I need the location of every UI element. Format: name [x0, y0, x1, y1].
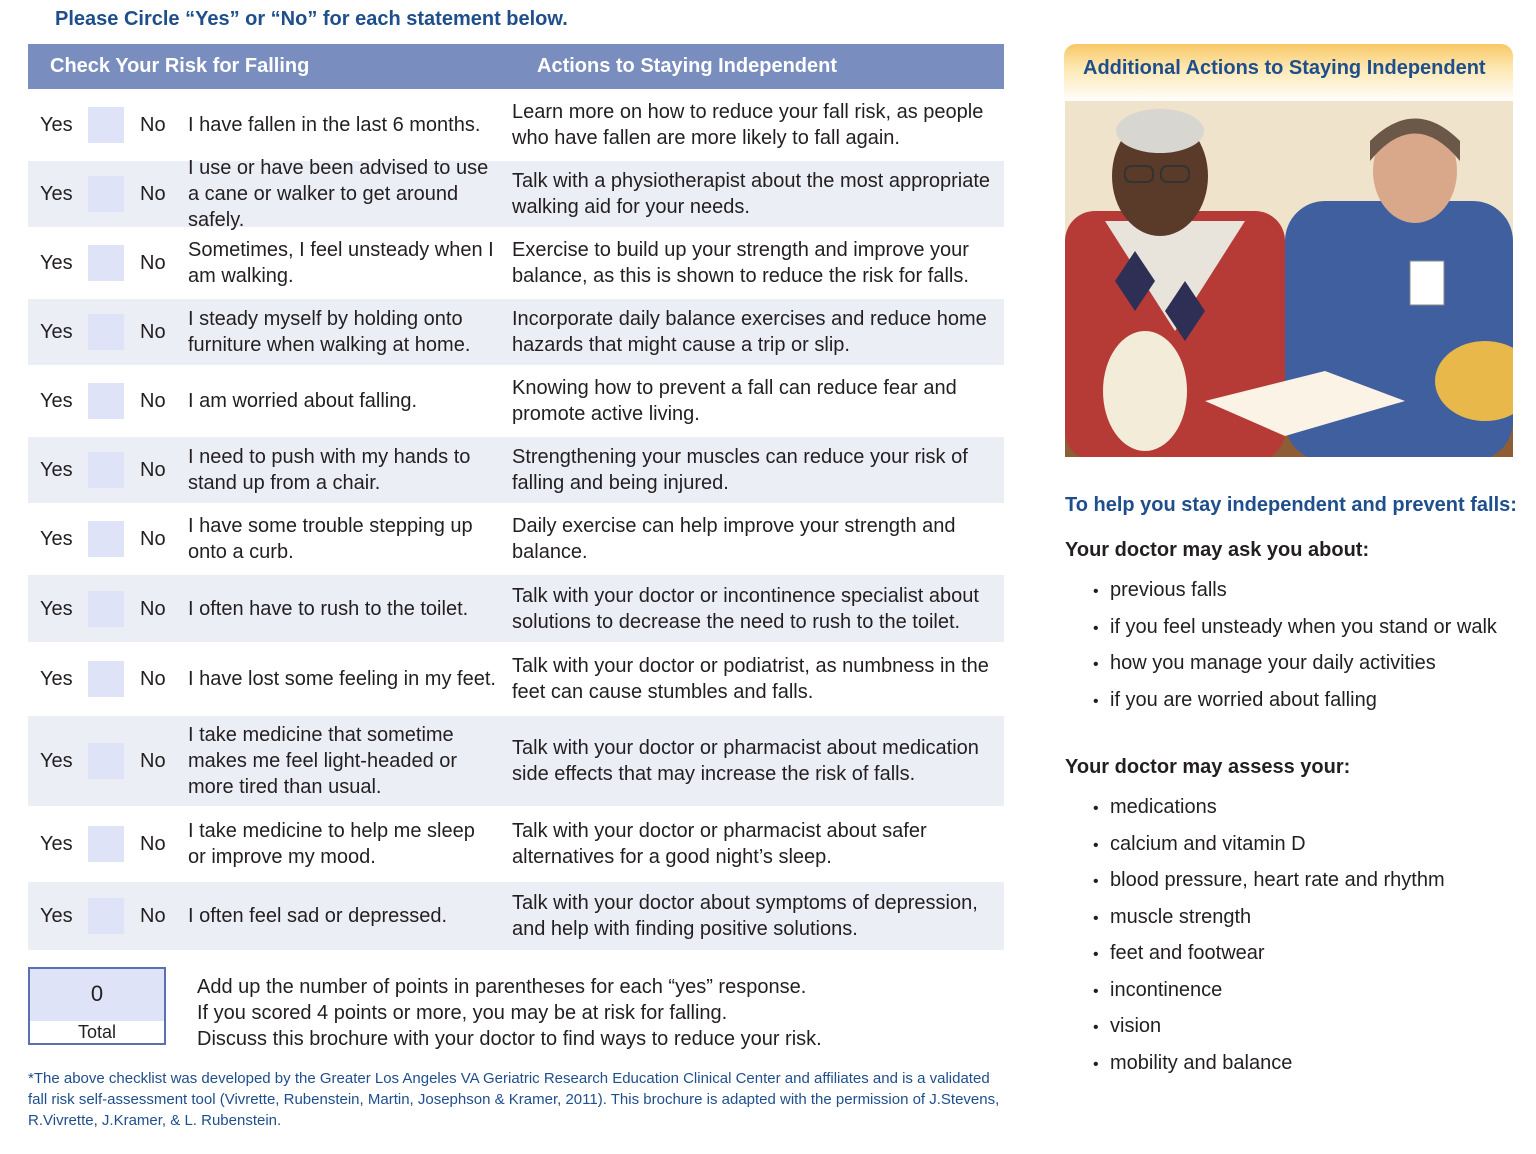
action-text: Talk with your doctor or podiatrist, as numbness in the feet can cause stumbles and falls.: [512, 655, 989, 703]
list-item: • mobility and balance: [1093, 1049, 1445, 1086]
answer-box[interactable]: [88, 826, 124, 862]
table-row: [28, 713, 1004, 806]
list-item: • previous falls: [1093, 576, 1497, 613]
score-instructions: [197, 974, 822, 1052]
action-text: Talk with a physiotherapist about the most appropriate walking aid for your needs.: [512, 170, 991, 218]
yes-option[interactable]: Yes: [40, 459, 73, 481]
assess-list: [1093, 793, 1445, 1085]
no-option[interactable]: No: [140, 750, 166, 772]
total-label: Total: [30, 1021, 164, 1043]
list-item: • vision: [1093, 1012, 1445, 1049]
list-item: • if you feel unsteady when you stand or walk: [1093, 613, 1497, 650]
risk-statement: I have fallen in the last 6 months.: [188, 114, 481, 136]
sidebar-heading: Additional Actions to Staying Independent: [1064, 44, 1513, 102]
action-text: Talk with your doctor or incontinence specialist about solutions to decrease the need to rush to the toilet.: [512, 584, 979, 633]
no-option[interactable]: No: [140, 528, 166, 550]
table-row: [28, 227, 1004, 296]
action-text: Knowing how to prevent a fall can reduce fear and promote active living.: [512, 377, 957, 425]
risk-statement: I have lost some feeling in my feet.: [188, 668, 496, 690]
table-row: [28, 503, 1004, 572]
photo-illustration: [1065, 101, 1513, 457]
yes-option[interactable]: Yes: [40, 528, 73, 550]
risk-statement: I often feel sad or depressed.: [188, 905, 448, 927]
risk-statement: I need to push with my hands to stand up from a chair.: [188, 446, 471, 494]
answer-box[interactable]: [88, 521, 124, 557]
ask-list: [1093, 576, 1497, 722]
no-option[interactable]: No: [140, 459, 166, 481]
risk-statement: I use or have been advised to use a cane or walker to get around safely.: [188, 157, 489, 231]
table-row: [28, 642, 1004, 713]
list-item: • blood pressure, heart rate and rhythm: [1093, 866, 1445, 903]
risk-statement: I am worried about falling.: [188, 390, 418, 412]
footnote: *The above checklist was developed by the Greater Los Angeles VA Geriatric Research Education Clinical Center and affiliates and is a validated fall risk self-assessment tool (Vivrette, Rubenstein, Martin, Josephson & Kramer, 2011). This brochure is adapted with the permission of J.Stevens, R.Vivrette, J.Kramer, & L. Rubenstein.: [28, 1070, 1000, 1129]
risk-statement: I take medicine to help me sleep or improve my mood.: [188, 820, 475, 868]
list-item: • if you are worried about falling: [1093, 686, 1497, 723]
total-score-value: 0: [90, 981, 104, 1006]
answer-box[interactable]: [88, 107, 124, 143]
answer-box[interactable]: [88, 176, 124, 212]
action-text: Talk with your doctor about symptoms of depression, and help with finding positive solutions.: [512, 892, 978, 940]
score-line: If you scored 4 points or more, you may be at risk for falling.: [197, 1002, 728, 1024]
yes-option[interactable]: Yes: [40, 114, 73, 136]
list-item: • medications: [1093, 793, 1445, 830]
risk-statement: I often have to rush to the toilet.: [188, 597, 469, 620]
risk-statement: I take medicine that sometime makes me feel light-headed or more tired than usual.: [188, 724, 458, 798]
table-row: [28, 879, 1004, 950]
assess-heading: Your doctor may assess your:: [1065, 756, 1351, 778]
score-line: Add up the number of points in parentheses for each “yes” response.: [197, 976, 807, 998]
list-item: • how you manage your daily activities: [1093, 649, 1497, 686]
answer-box[interactable]: [88, 591, 124, 627]
fall-risk-table: [28, 44, 1004, 950]
yes-option[interactable]: Yes: [40, 833, 73, 855]
no-option[interactable]: No: [140, 668, 166, 690]
yes-option[interactable]: Yes: [40, 668, 73, 690]
yes-option[interactable]: Yes: [40, 390, 73, 412]
action-text: Exercise to build up your strength and improve your balance, as this is shown to reduce the risk for falls.: [512, 239, 969, 287]
no-option[interactable]: No: [140, 321, 166, 343]
instruction-heading: Please Circle “Yes” or “No” for each statement below.: [55, 8, 568, 30]
answer-box[interactable]: [88, 743, 124, 779]
yes-option[interactable]: Yes: [40, 597, 73, 620]
no-option[interactable]: No: [140, 905, 166, 927]
table-row: [28, 296, 1004, 365]
table-row: [28, 572, 1004, 642]
answer-box[interactable]: [88, 452, 124, 488]
action-text: Incorporate daily balance exercises and reduce home hazards that might cause a trip or slip.: [512, 308, 987, 356]
table-row: [28, 89, 1004, 158]
yes-option[interactable]: Yes: [40, 321, 73, 343]
no-option[interactable]: No: [140, 252, 166, 274]
list-item: • feet and footwear: [1093, 939, 1445, 976]
no-option[interactable]: No: [140, 183, 166, 205]
answer-box[interactable]: [88, 245, 124, 281]
action-text: Talk with your doctor or pharmacist about safer alternatives for a good night’s sleep.: [512, 820, 927, 868]
header-actions: Actions to Staying Independent: [537, 55, 838, 77]
risk-statement: I steady myself by holding onto furniture when walking at home.: [188, 308, 471, 356]
answer-box[interactable]: [88, 314, 124, 350]
no-option[interactable]: No: [140, 114, 166, 136]
risk-statement: I have some trouble stepping up onto a curb.: [188, 515, 473, 563]
yes-option[interactable]: Yes: [40, 252, 73, 274]
yes-option[interactable]: Yes: [40, 905, 73, 927]
action-text: Talk with your doctor or pharmacist about medication side effects that may increase the risk of falls.: [512, 737, 979, 785]
list-item: • muscle strength: [1093, 903, 1445, 940]
no-option[interactable]: No: [140, 833, 166, 855]
table-row: [28, 806, 1004, 879]
risk-statement: Sometimes, I feel unsteady when I am walking.: [188, 239, 494, 287]
answer-box[interactable]: [88, 383, 124, 419]
ask-heading: Your doctor may ask you about:: [1065, 539, 1370, 561]
action-text: Daily exercise can help improve your strength and balance.: [512, 515, 956, 563]
yes-option[interactable]: Yes: [40, 750, 73, 772]
action-text: Strengthening your muscles can reduce your risk of falling and being injured.: [512, 446, 968, 494]
header-check-risk: Check Your Risk for Falling: [50, 55, 310, 77]
list-item: • incontinence: [1093, 976, 1445, 1013]
no-option[interactable]: No: [140, 597, 166, 620]
sidebar-title: To help you stay independent and prevent falls:: [1065, 494, 1517, 516]
table-row: [28, 434, 1004, 503]
no-option[interactable]: No: [140, 390, 166, 412]
table-header: [28, 44, 1004, 89]
yes-option[interactable]: Yes: [40, 183, 73, 205]
list-item: • calcium and vitamin D: [1093, 830, 1445, 867]
score-line: Discuss this brochure with your doctor to find ways to reduce your risk.: [197, 1028, 822, 1050]
table-body: [28, 89, 1004, 950]
table-row: [28, 157, 1004, 231]
answer-box[interactable]: [88, 898, 124, 934]
table-row: [28, 365, 1004, 434]
photo-doctor-patient: [1065, 101, 1513, 457]
total-score-box[interactable]: [28, 967, 166, 1045]
action-text: Learn more on how to reduce your fall risk, as people who have fallen are more likely to fall again.: [512, 101, 984, 149]
answer-box[interactable]: [88, 661, 124, 697]
